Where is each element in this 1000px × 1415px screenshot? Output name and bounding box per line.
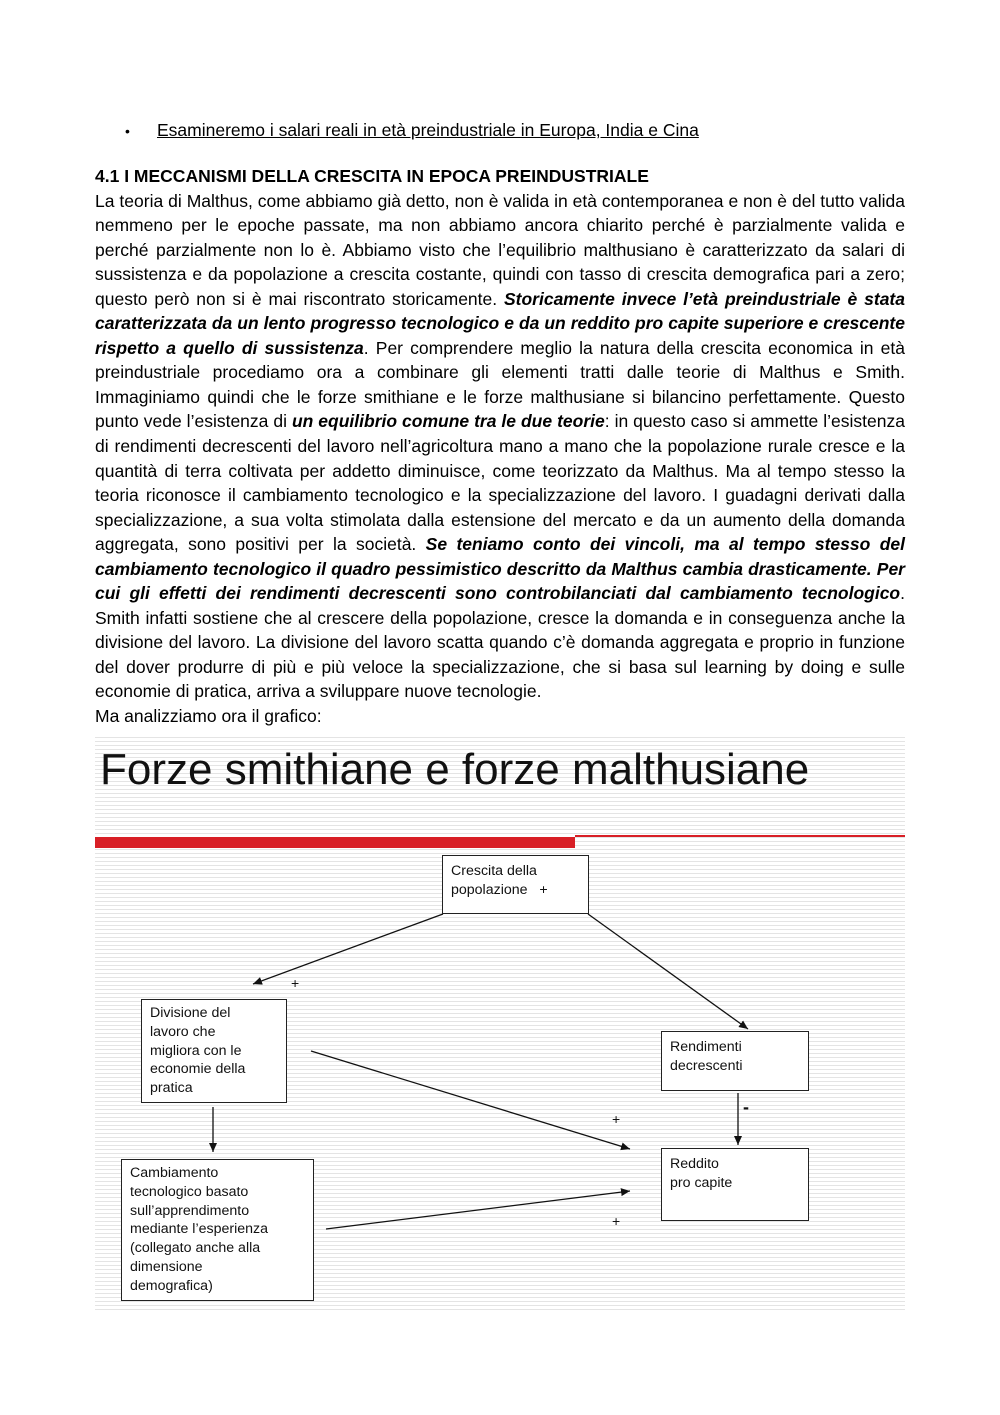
sign-pop-to-div: + <box>291 975 300 991</box>
box-line: Divisione del <box>150 1005 231 1021</box>
sign-div-to-reddito: + <box>612 1111 621 1127</box>
paragraph-emphasis: Se teniamo conto dei vincoli, ma al tempo stesso del cambiamento tecnologico il quadro pessimistico descritto da Malthus cambia drasticamente. Per cui gli effetti dei rendimenti decrescenti sono controbilanciati dal cambiamento tecnologico <box>95 534 905 604</box>
diagram-slide <box>95 737 905 1313</box>
paragraph-text: La teoria di Malthus, come abbiamo già detto, non è valida in età contemporanea e non è del tutto valida nemmeno per le epoche passate, ma non abbiamo ancora chiarito perché è parzialmente valida e perché parzialmente non lo è. Abbiamo visto che l’equilibrio malthusiano è caratterizzato da salari di sussistenza e da popolazione a crescita costante, quindi con tasso di crescita demografica pari a zero; questo però non si è mai riscontrato storicamente. <box>95 190 905 309</box>
paragraph-emphasis: Storicamente invece l’età preindustriale è stata caratterizzata da un lento progresso tecnologico e da un reddito pro capite superiore e crescente rispetto a quello di sussistenza <box>95 288 905 358</box>
arrow-cam-to-reddito <box>326 1191 630 1229</box>
box-line: economie della <box>150 1061 246 1078</box>
paragraph-text: : in questo caso si ammette l’esistenza di rendimenti decrescenti del lavoro nell’agricoltura mano a mano che la popolazione rurale cresce e la quantità di terra coltivata per addetto diminuisce, come teorizzato da Malthus. Ma al tempo stesso la teoria riconosce il cambiamento tecnologico e la specializzazione del lavoro. I guadagni derivati dalla specializzazione, a sua volta stimolata dalla estensione del mercato e da un aumento della domanda aggregata, sono positivi per la società. <box>95 411 905 555</box>
arrow-pop-to-rend <box>588 914 748 1029</box>
sign-rend-to-reddito: - <box>743 1097 749 1117</box>
box-crescita-popolazione <box>442 855 589 914</box>
box-line: tecnologico basato <box>130 1183 249 1200</box>
box-line: sull’apprendimento <box>130 1202 250 1219</box>
box-line: (collegato anche alla <box>130 1240 261 1257</box>
box-line: demografica) <box>130 1277 213 1294</box>
box-line: pro capite <box>670 1174 733 1191</box>
box-line: decrescenti <box>670 1057 743 1074</box>
box-line: migliora con le <box>150 1042 242 1059</box>
sign-cam-to-reddito: + <box>612 1213 621 1229</box>
box-line: Cambiamento <box>130 1165 219 1181</box>
box-line: pratica <box>150 1080 193 1097</box>
box-line: Crescita della <box>451 863 537 879</box>
box-reddito-pro-capite <box>661 1148 809 1221</box>
document-body <box>95 120 905 728</box>
section-paragraph <box>95 189 905 704</box>
box-cambiamento-tecnologico <box>121 1159 314 1301</box>
box-divisione-lavoro <box>141 999 287 1103</box>
box-line: Rendimenti <box>670 1039 742 1055</box>
box-line: dimensione <box>130 1258 203 1275</box>
box-line: Reddito <box>670 1156 719 1172</box>
box-line: popolazione + <box>451 881 548 898</box>
box-rendimenti-decrescenti <box>661 1031 809 1091</box>
paragraph-text: . Per comprendere meglio la natura della crescita economica in età preindustriale procediamo ora a combinare gli elementi tratti dalle teorie di Malthus e Smith. Immaginiamo quindi che le forze smithiane e le forze malthusiane si bilancino perfettamente. Questo punto vede l’esistenza di <box>95 337 905 432</box>
bullet-icon: • <box>125 123 130 139</box>
diagram-intro: Ma analizziamo ora il grafico: <box>95 705 322 726</box>
bullet-item <box>125 120 905 141</box>
arrow-pop-to-div <box>253 914 443 984</box>
arrow-div-to-reddito <box>311 1051 630 1149</box>
box-line: lavoro che <box>150 1023 216 1040</box>
paragraph-emphasis: un equilibrio comune tra le due teorie <box>291 411 605 432</box>
paragraph-text: . Smith infatti sostiene che al crescere della popolazione, cresce la domanda e in conseguenza anche la divisione del lavoro. La divisione del lavoro scatta quando c’è domanda aggregata e proprio in funzione del dover produrre di più e più veloce la specializzazione, che si basa sul learning by doing e sulle economie di pratica, arriva a sviluppare nuove tecnologie. <box>95 583 905 702</box>
diagram-title: Forze smithiane e forze malthusiane <box>100 745 810 794</box>
section-heading: 4.1 I MECCANISMI DELLA CRESCITA IN EPOCA PREINDUSTRIALE <box>95 166 649 186</box>
bullet-text: Esamineremo i salari reali in età preindustriale in Europa, India e Cina <box>157 120 699 140</box>
box-line: mediante l’esperienza <box>130 1221 269 1238</box>
